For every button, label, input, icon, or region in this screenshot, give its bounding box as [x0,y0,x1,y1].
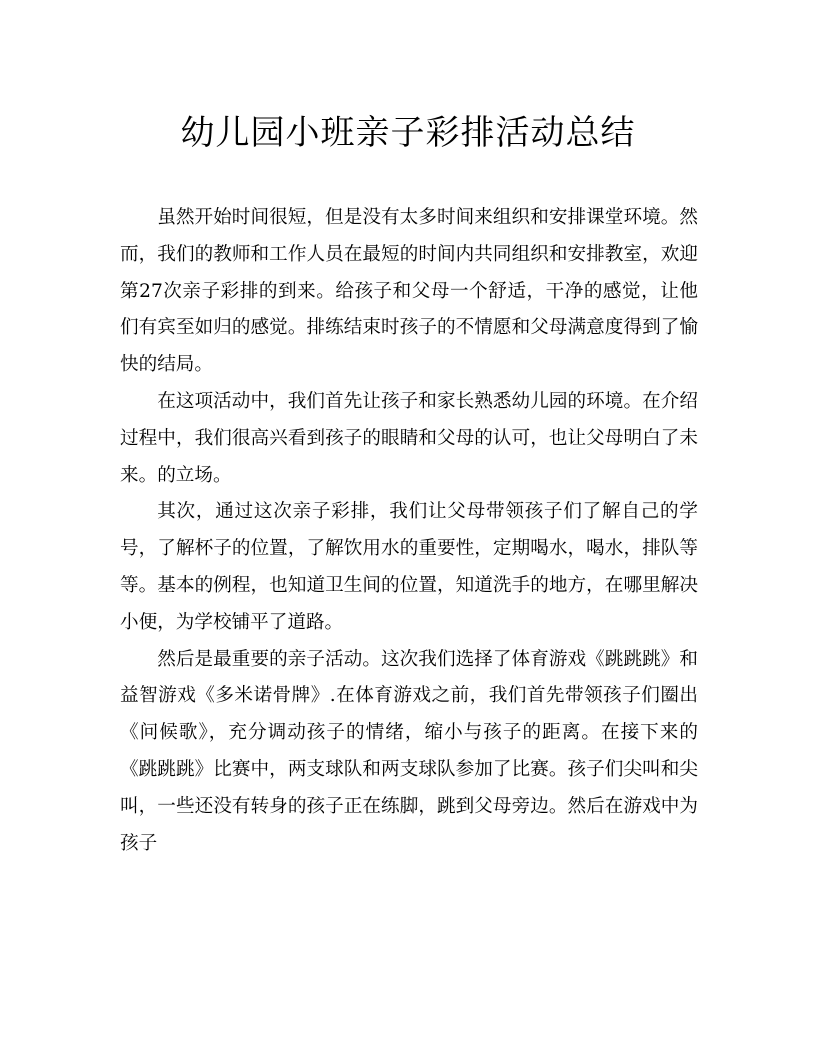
paragraph-4: 然后是最重要的亲子活动。这次我们选择了体育游戏《跳跳跳》和益智游戏《多米诺骨牌》.在体育游戏之前，我们首先带领孩子们圈出《问候歌》，充分调动孩子的情绪，缩小与孩子的距离。在接下来的《跳跳跳》比赛中，两支球队和两支球队参加了比赛。孩子们尖叫和尖叫，一些还没有转身的孩子正在练脚，跳到父母旁边。然后在游戏中为孩子 [120,648,698,854]
paragraph-3: 其次，通过这次亲子彩排，我们让父母带领孩子们了解自己的学号，了解杯子的位置，了解饮用水的重要性，定期喝水，喝水，排队等等。基本的例程，也知道卫生间的位置，知道洗手的地方，在哪里解决小便，为学校铺平了道路。 [120,501,698,633]
document-body [120,200,698,862]
paragraph-1: 虽然开始时间很短，但是没有太多时间来组织和安排课堂环境。然而，我们的教师和工作人员在最短的时间内共同组织和安排教室，欢迎第27次亲子彩排的到来。给孩子和父母一个舒适，干净的感觉，让他们有宾至如归的感觉。排练结束时孩子的不情愿和父母满意度得到了愉快的结局。 [120,207,698,376]
paragraph-2: 在这项活动中，我们首先让孩子和家长熟悉幼儿园的环境。在介绍过程中，我们很高兴看到孩子的眼睛和父母的认可，也让父母明白了未来。的立场。 [120,390,698,486]
document-title: 幼儿园小班亲子彩排活动总结 [180,113,636,153]
